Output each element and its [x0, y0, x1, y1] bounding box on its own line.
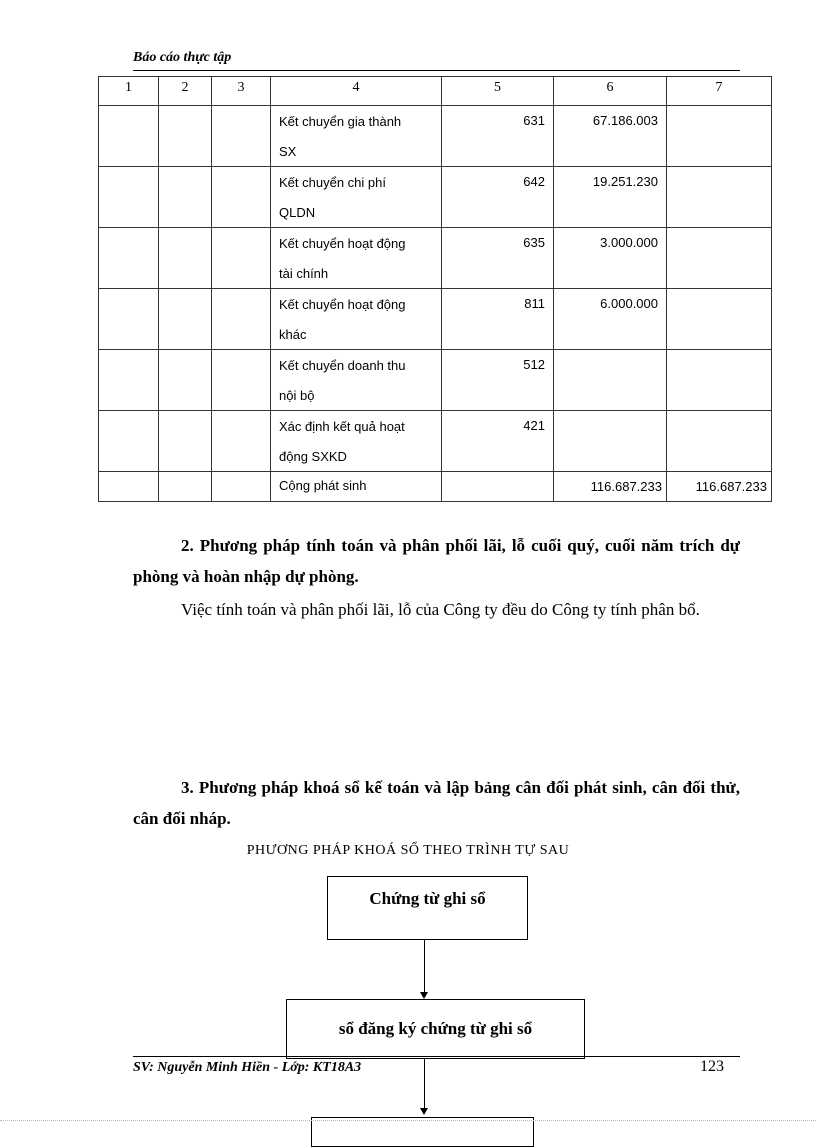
cell-col1: [99, 289, 159, 350]
section-2-heading-line: trích dự phòng và hoàn nhập dự phòng.: [133, 536, 740, 586]
description-line: Xác định kết quả hoạt: [279, 419, 405, 434]
cell-credit: [667, 167, 772, 228]
cell-col3: [212, 350, 271, 411]
cell-description: [271, 106, 442, 167]
description-line: SX: [279, 144, 297, 159]
total-label-text: Cộng phát sinh: [279, 478, 367, 493]
cell-col3: [212, 167, 271, 228]
credit-amount: [667, 411, 771, 416]
section-2-body: [133, 594, 740, 625]
section-2-body-line: phân bổ.: [641, 600, 700, 619]
ledger-table: [98, 76, 772, 502]
section-3-heading-line: đối thử, cân đối nháp.: [133, 778, 740, 828]
flowchart-step-2: sổ đăng ký chứng từ ghi sổ: [286, 999, 585, 1059]
description-line: khác: [279, 327, 307, 342]
description-line: tài chính: [279, 266, 329, 281]
credit-amount: [667, 350, 771, 355]
debit-amount: [554, 350, 666, 355]
cell-account: [442, 350, 554, 411]
account-number: 512: [523, 357, 545, 372]
credit-amount: [667, 289, 771, 294]
description-line: QLDN: [279, 205, 316, 220]
total-row: [99, 472, 772, 502]
cell-col2: [159, 228, 212, 289]
header-rule: [133, 70, 740, 71]
description-line: động SXKD: [279, 449, 347, 464]
flowchart-connector: [424, 940, 425, 994]
description-line: nội bộ: [279, 388, 315, 403]
footer-student-info: SV: Nguyễn Minh Hiền - Lớp: KT18A3: [133, 1060, 362, 1075]
column-header: 7: [667, 77, 772, 106]
cell-description: [271, 350, 442, 411]
total-credit-amount: 116.687.233: [695, 479, 767, 494]
cell-debit: [554, 167, 667, 228]
description-line: Kết chuyển chi phí: [279, 175, 386, 190]
cell-col1: [99, 228, 159, 289]
cell-col2: [159, 167, 212, 228]
section-3-heading-line: 3. Phương pháp khoá sổ kế toán và lập bảng cân đối phát sinh, cân: [181, 778, 678, 797]
column-header: 5: [442, 77, 554, 106]
cell-col1: [99, 350, 159, 411]
cell-debit: [554, 106, 667, 167]
arrow-down-icon: [420, 992, 428, 999]
cell-col2: [159, 472, 212, 502]
account-number: 635: [523, 235, 545, 250]
cell-credit: [667, 289, 772, 350]
description-line: Kết chuyển hoạt động: [279, 236, 406, 251]
flowchart-caption: PHƯƠNG PHÁP KHOÁ SỔ THEO TRÌNH TỰ SAU: [246, 843, 570, 858]
table-header-row: [99, 77, 772, 106]
cell-description: [271, 228, 442, 289]
cell-col3: [212, 289, 271, 350]
section-3-heading: [133, 772, 740, 834]
cell-account: [442, 411, 554, 472]
credit-amount: [667, 228, 771, 233]
description-line: Kết chuyển hoạt động: [279, 297, 406, 312]
table-row: [99, 106, 772, 167]
footer-rule: [133, 1056, 740, 1057]
cell-credit: [667, 106, 772, 167]
cell-debit: [554, 289, 667, 350]
debit-amount: 67.186.003: [592, 113, 658, 128]
flowchart-step-1: Chứng từ ghi sổ: [327, 876, 528, 940]
cell-account: [442, 228, 554, 289]
description-line: Kết chuyển gia thành: [279, 114, 402, 129]
account-number: 642: [523, 174, 545, 189]
page-boundary: [0, 1120, 816, 1121]
cell-col3: [212, 228, 271, 289]
arrow-down-icon: [420, 1108, 428, 1115]
cell-description: [271, 411, 442, 472]
description-line: Kết chuyển doanh thu: [279, 358, 406, 373]
cell-credit: [667, 350, 772, 411]
cell-col1: [99, 411, 159, 472]
cell-col2: [159, 106, 212, 167]
cell-account: [442, 106, 554, 167]
column-header: 6: [554, 77, 667, 106]
cell-debit: [554, 228, 667, 289]
debit-amount: 6.000.000: [600, 296, 658, 311]
debit-amount: 19.251.230: [592, 174, 658, 189]
flowchart-connector: [424, 1059, 425, 1113]
total-debit: [554, 472, 667, 502]
cell-col2: [159, 289, 212, 350]
account-number: [442, 472, 553, 477]
column-header: 4: [271, 77, 442, 106]
total-account: [442, 472, 554, 502]
document-header-title: Báo cáo thực tập: [133, 50, 232, 65]
account-number: 811: [524, 296, 545, 311]
table-row: [99, 167, 772, 228]
cell-account: [442, 167, 554, 228]
cell-credit: [667, 411, 772, 472]
total-credit: [667, 472, 772, 502]
cell-description: [271, 289, 442, 350]
account-number: 421: [523, 418, 545, 433]
column-header: 1: [99, 77, 159, 106]
cell-col1: [99, 472, 159, 502]
debit-amount: [554, 411, 666, 416]
page-number: 123: [700, 1058, 724, 1075]
debit-amount: 3.000.000: [600, 235, 658, 250]
cell-debit: [554, 411, 667, 472]
section-2-body-line: Việc tính toán và phân phối lãi, lỗ của Công ty đều do Công ty tính: [181, 600, 638, 619]
cell-debit: [554, 350, 667, 411]
table-row: [99, 350, 772, 411]
credit-amount: [667, 106, 771, 111]
cell-col1: [99, 106, 159, 167]
cell-col2: [159, 411, 212, 472]
cell-col1: [99, 167, 159, 228]
column-header: 3: [212, 77, 271, 106]
total-debit-amount: 116.687.233: [590, 479, 662, 494]
section-2-heading: [133, 530, 740, 592]
flowchart-step-3: [311, 1117, 534, 1147]
cell-col3: [212, 472, 271, 502]
cell-account: [442, 289, 554, 350]
total-label: [271, 472, 442, 502]
cell-col3: [212, 411, 271, 472]
section-2-heading-line: 2. Phương pháp tính toán và phân phối lãi, lỗ cuối quý, cuối năm: [181, 536, 674, 555]
column-header: 2: [159, 77, 212, 106]
cell-col3: [212, 106, 271, 167]
cell-description: [271, 167, 442, 228]
table-row: [99, 411, 772, 472]
table-row: [99, 228, 772, 289]
credit-amount: [667, 167, 771, 172]
cell-col2: [159, 350, 212, 411]
account-number: 631: [523, 113, 545, 128]
table-row: [99, 289, 772, 350]
cell-credit: [667, 228, 772, 289]
